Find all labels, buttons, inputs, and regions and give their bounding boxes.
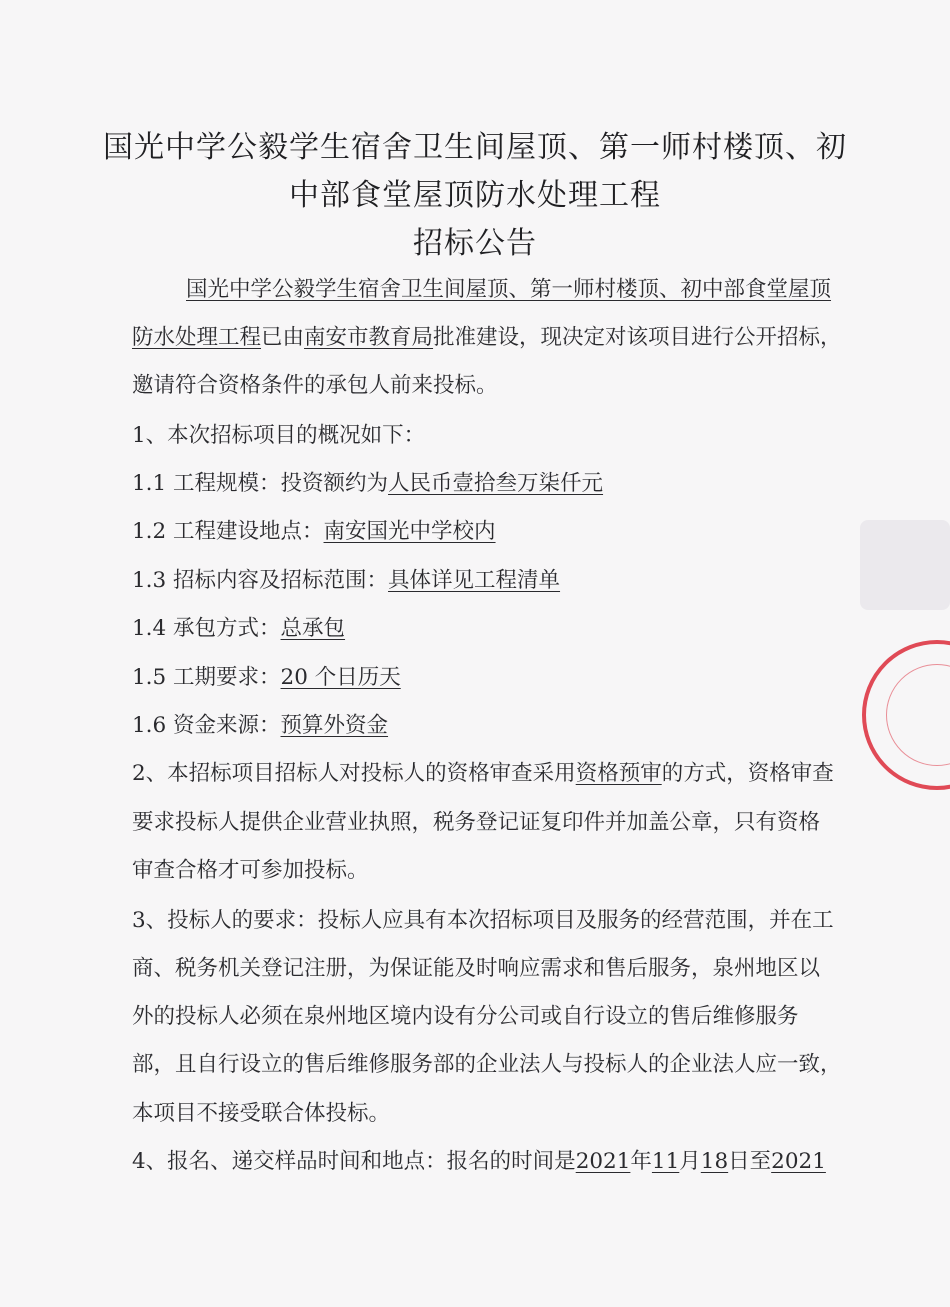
section-3-line-2: 商、税务机关登记注册，为保证能及时响应需求和售后服务，泉州地区以 bbox=[132, 956, 821, 981]
title-line-1: 国光中学公毅学生宿舍卫生间屋顶、第一师村楼顶、初 bbox=[103, 130, 847, 165]
registration-month: 11 bbox=[651, 1149, 680, 1174]
section-4-text: 4、报名、递交样品时间和地点：报名的时间是 bbox=[132, 1149, 576, 1174]
section-2-line-2: 要求投标人提供企业营业执照，税务登记证复印件并加盖公章，只有资格 bbox=[132, 810, 821, 835]
section-2-text: 的方式，资格审查 bbox=[661, 761, 834, 786]
item-value: 预算外资金 bbox=[280, 713, 389, 738]
item-value: 20 个日历天 bbox=[280, 665, 401, 690]
project-name-part-2: 防水处理工程 bbox=[132, 325, 262, 350]
registration-day: 18 bbox=[700, 1149, 729, 1174]
item-value: 人民币壹拾叁万柒仟元 bbox=[388, 471, 604, 496]
section-4-text: 月 bbox=[679, 1149, 701, 1174]
title-line-2: 中部食堂屋顶防水处理工程 bbox=[289, 178, 661, 213]
intro-text: 已由 bbox=[261, 325, 305, 350]
section-2-line-1 bbox=[132, 756, 834, 787]
item-value: 总承包 bbox=[280, 616, 346, 641]
section-2-line-3: 审查合格才可参加投标。 bbox=[132, 858, 369, 883]
section-3-line-4: 部，且自行设立的售后维修服务部的企业法人与投标人的企业法人应一致， bbox=[132, 1052, 842, 1077]
item-label: 1.3 招标内容及招标范围： bbox=[132, 568, 389, 593]
approving-authority: 南安市教育局 bbox=[304, 325, 434, 350]
item-1-6 bbox=[132, 708, 388, 739]
intro-text: 批准建设，现决定对该项目进行公开招标， bbox=[433, 325, 842, 350]
item-label: 1.5 工期要求： bbox=[132, 665, 281, 690]
project-name-part-1: 国光中学公毅学生宿舍卫生间屋顶、第一师村楼顶、初中部食堂屋顶 bbox=[186, 277, 832, 302]
section-4-line-1 bbox=[132, 1144, 826, 1175]
section-4-text: 日至 bbox=[728, 1149, 772, 1174]
section-3-line-3: 外的投标人必须在泉州地区境内设有分公司或自行设立的售后维修服务 bbox=[132, 1004, 799, 1029]
item-1-3 bbox=[132, 563, 560, 594]
scan-smudge bbox=[860, 520, 950, 610]
item-label: 1.4 承包方式： bbox=[132, 616, 281, 641]
registration-year: 2021 bbox=[575, 1149, 631, 1174]
item-1-4 bbox=[132, 611, 345, 642]
intro-line-3: 邀请符合资格条件的承包人前来投标。 bbox=[132, 373, 498, 398]
item-1-1 bbox=[132, 466, 603, 497]
intro-line-2 bbox=[132, 320, 842, 351]
item-1-5 bbox=[132, 660, 401, 691]
item-label: 1.2 工程建设地点： bbox=[132, 519, 324, 544]
item-value: 具体详见工程清单 bbox=[388, 568, 561, 593]
item-label: 1.6 资金来源： bbox=[132, 713, 281, 738]
item-value: 南安国光中学校内 bbox=[323, 519, 496, 544]
qualification-method: 资格预审 bbox=[575, 761, 662, 786]
section-2-text: 2、本招标项目招标人对投标人的资格审查采用 bbox=[132, 761, 576, 786]
item-label: 1.1 工程规模：投资额约为 bbox=[132, 471, 389, 496]
intro-line-1 bbox=[186, 272, 831, 303]
registration-end-year: 2021 bbox=[771, 1149, 826, 1174]
section-3-line-1: 3、投标人的要求：投标人应具有本次招标项目及服务的经营范围，并在工 bbox=[132, 908, 834, 933]
item-1-2 bbox=[132, 514, 496, 545]
title-line-3: 招标公告 bbox=[413, 226, 537, 261]
section-4-text: 年 bbox=[630, 1149, 652, 1174]
section-3-line-5: 本项目不接受联合体投标。 bbox=[132, 1101, 391, 1126]
section-1-heading: 1、本次招标项目的概况如下： bbox=[132, 423, 426, 448]
